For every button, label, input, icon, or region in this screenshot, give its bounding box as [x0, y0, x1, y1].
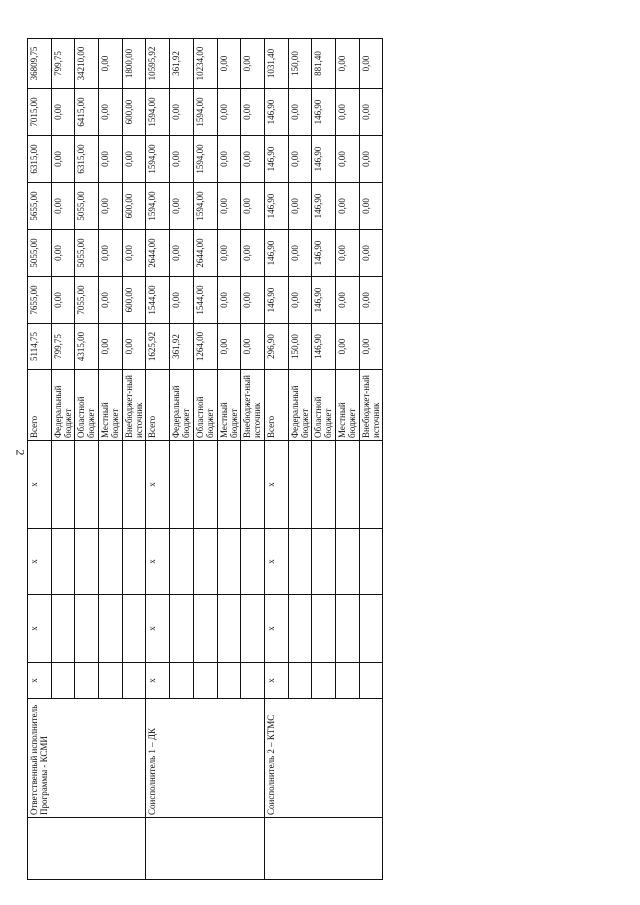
year-value-cell: 0,00: [241, 324, 265, 370]
empty-cell: [51, 441, 75, 529]
year-value-cell: 0,00: [288, 183, 312, 230]
total-value-cell: 881,40: [312, 39, 336, 89]
funding-source-label: Местный бюджет: [335, 370, 359, 441]
empty-cell: [241, 595, 265, 663]
year-value-cell: 0,00: [170, 183, 194, 230]
year-value-cell: 7015,00: [28, 89, 52, 136]
year-value-cell: 0,00: [359, 89, 383, 136]
empty-cell: [335, 663, 359, 699]
year-value-cell: 0,00: [359, 277, 383, 324]
empty-cell: [241, 663, 265, 699]
year-value-cell: 0,00: [170, 136, 194, 183]
empty-cell: [217, 529, 241, 595]
total-value-cell: 10595,92: [146, 39, 170, 89]
empty-cell: [170, 529, 194, 595]
funding-source-label: Внебюджет-ный источник: [241, 370, 265, 441]
table-row: [28, 39, 52, 880]
year-value-cell: 146,90: [264, 183, 288, 230]
empty-cell: [193, 441, 217, 529]
empty-cell: [122, 663, 146, 699]
year-value-cell: 146,90: [312, 324, 336, 370]
empty-cell: [312, 663, 336, 699]
year-value-cell: 146,90: [264, 136, 288, 183]
year-value-cell: 0,00: [51, 89, 75, 136]
year-value-cell: 4315,00: [75, 324, 99, 370]
empty-cell: [122, 595, 146, 663]
year-value-cell: 0,00: [99, 324, 123, 370]
mark-cell: x: [146, 441, 170, 529]
year-value-cell: 1594,00: [193, 89, 217, 136]
year-value-cell: 5114,75: [28, 324, 52, 370]
funding-source-label: Местный бюджет: [99, 370, 123, 441]
empty-cell: [217, 441, 241, 529]
empty-cell: [75, 529, 99, 595]
year-value-cell: 600,00: [122, 89, 146, 136]
funding-source-label: Федеральный бюджет: [288, 370, 312, 441]
year-value-cell: 0,00: [241, 89, 265, 136]
year-value-cell: 0,00: [335, 183, 359, 230]
funding-source-label: Всего: [28, 370, 52, 441]
funding-source-label: Федеральный бюджет: [51, 370, 75, 441]
year-value-cell: 0,00: [217, 277, 241, 324]
mark-cell: x: [28, 663, 52, 699]
empty-cell: [122, 529, 146, 595]
funding-source-label: Областной бюджет: [75, 370, 99, 441]
year-value-cell: 0,00: [170, 230, 194, 277]
mark-cell: x: [146, 529, 170, 595]
year-value-cell: 1544,00: [193, 277, 217, 324]
year-value-cell: 0,00: [335, 89, 359, 136]
year-value-cell: 0,00: [335, 324, 359, 370]
table-row: [146, 39, 170, 880]
year-value-cell: 1594,00: [146, 89, 170, 136]
year-value-cell: 1264,00: [193, 324, 217, 370]
funding-source-label: Областной бюджет: [193, 370, 217, 441]
year-value-cell: 0,00: [217, 230, 241, 277]
empty-cell: [241, 441, 265, 529]
year-value-cell: 0,00: [288, 230, 312, 277]
empty-cell: [359, 529, 383, 595]
year-value-cell: 0,00: [99, 89, 123, 136]
year-value-cell: 600,00: [122, 183, 146, 230]
empty-cell: [288, 441, 312, 529]
year-value-cell: 0,00: [359, 183, 383, 230]
total-value-cell: 0,00: [335, 39, 359, 89]
empty-cell: [359, 663, 383, 699]
empty-cell: [99, 529, 123, 595]
mark-cell: x: [146, 595, 170, 663]
empty-cell: [122, 441, 146, 529]
year-value-cell: 0,00: [335, 136, 359, 183]
year-value-cell: 0,00: [359, 230, 383, 277]
year-value-cell: 600,00: [122, 277, 146, 324]
empty-cell: [51, 529, 75, 595]
year-value-cell: 0,00: [99, 136, 123, 183]
year-value-cell: 5055,00: [75, 230, 99, 277]
year-value-cell: 7055,00: [75, 277, 99, 324]
empty-cell: [75, 595, 99, 663]
empty-cell: [288, 595, 312, 663]
total-value-cell: 150,00: [288, 39, 312, 89]
year-value-cell: 146,90: [264, 89, 288, 136]
empty-cell: [170, 595, 194, 663]
year-value-cell: 0,00: [217, 324, 241, 370]
year-value-cell: 0,00: [51, 230, 75, 277]
total-value-cell: 0,00: [241, 39, 265, 89]
mark-cell: x: [264, 441, 288, 529]
total-value-cell: 10234,00: [193, 39, 217, 89]
empty-cell: [193, 663, 217, 699]
year-value-cell: 0,00: [288, 277, 312, 324]
funding-source-label: Всего: [264, 370, 288, 441]
empty-cell: [75, 663, 99, 699]
total-value-cell: 0,00: [359, 39, 383, 89]
year-value-cell: 1625,92: [146, 324, 170, 370]
empty-cell: [75, 441, 99, 529]
empty-cell: [28, 818, 146, 880]
year-value-cell: 6315,00: [75, 136, 99, 183]
year-value-cell: 5055,00: [28, 230, 52, 277]
year-value-cell: 0,00: [217, 183, 241, 230]
year-value-cell: 0,00: [241, 230, 265, 277]
empty-cell: [51, 595, 75, 663]
mark-cell: x: [264, 595, 288, 663]
empty-cell: [170, 441, 194, 529]
year-value-cell: 0,00: [241, 136, 265, 183]
mark-cell: x: [28, 441, 52, 529]
mark-cell: x: [264, 663, 288, 699]
total-value-cell: 1031,40: [264, 39, 288, 89]
year-value-cell: 0,00: [99, 277, 123, 324]
empty-cell: [99, 663, 123, 699]
empty-cell: [99, 595, 123, 663]
year-value-cell: 0,00: [99, 183, 123, 230]
total-value-cell: 361,92: [170, 39, 194, 89]
year-value-cell: 5055,00: [75, 183, 99, 230]
funding-source-label: Местный бюджет: [217, 370, 241, 441]
year-value-cell: 1594,00: [146, 183, 170, 230]
empty-cell: [312, 441, 336, 529]
empty-cell: [146, 818, 264, 880]
year-value-cell: 2644,00: [146, 230, 170, 277]
empty-cell: [99, 441, 123, 529]
year-value-cell: 0,00: [51, 136, 75, 183]
year-value-cell: 1594,00: [193, 183, 217, 230]
empty-cell: [335, 529, 359, 595]
year-value-cell: 0,00: [122, 230, 146, 277]
year-value-cell: 0,00: [122, 136, 146, 183]
funding-source-label: Областной бюджет: [312, 370, 336, 441]
year-value-cell: 146,90: [264, 277, 288, 324]
empty-cell: [288, 529, 312, 595]
empty-cell: [241, 529, 265, 595]
mark-cell: x: [146, 663, 170, 699]
funding-source-label: Внебюджет-ный источник: [359, 370, 383, 441]
empty-cell: [359, 595, 383, 663]
funding-source-label: Внебюджет-ный источник: [122, 370, 146, 441]
year-value-cell: 0,00: [335, 277, 359, 324]
empty-cell: [264, 818, 382, 880]
year-value-cell: 0,00: [217, 89, 241, 136]
empty-cell: [217, 595, 241, 663]
year-value-cell: 361,92: [170, 324, 194, 370]
responsible-executor: Соисполнитель 1 – ДК: [146, 699, 264, 818]
funding-source-label: Всего: [146, 370, 170, 441]
year-value-cell: 0,00: [170, 89, 194, 136]
year-value-cell: 146,90: [312, 183, 336, 230]
total-value-cell: 34210,00: [75, 39, 99, 89]
year-value-cell: 0,00: [217, 136, 241, 183]
year-value-cell: 0,00: [170, 277, 194, 324]
year-value-cell: 150,00: [288, 324, 312, 370]
year-value-cell: 0,00: [288, 89, 312, 136]
responsible-executor: Соисполнитель 2 – КТМС: [264, 699, 382, 818]
empty-cell: [312, 595, 336, 663]
year-value-cell: 0,00: [122, 324, 146, 370]
year-value-cell: 146,90: [312, 277, 336, 324]
year-value-cell: 0,00: [359, 324, 383, 370]
total-value-cell: 0,00: [217, 39, 241, 89]
empty-cell: [170, 663, 194, 699]
empty-cell: [359, 441, 383, 529]
responsible-executor: Ответственный исполнитель Программы - КСМИ: [28, 699, 146, 818]
empty-cell: [193, 529, 217, 595]
year-value-cell: 146,90: [264, 230, 288, 277]
year-value-cell: 146,90: [312, 230, 336, 277]
empty-cell: [193, 595, 217, 663]
empty-cell: [217, 663, 241, 699]
year-value-cell: 0,00: [288, 136, 312, 183]
table-wrapper: [27, 46, 383, 880]
empty-cell: [335, 595, 359, 663]
year-value-cell: 296,90: [264, 324, 288, 370]
year-value-cell: 0,00: [99, 230, 123, 277]
year-value-cell: 0,00: [335, 230, 359, 277]
total-value-cell: 1800,00: [122, 39, 146, 89]
empty-cell: [312, 529, 336, 595]
table-row: [264, 39, 288, 880]
budget-table: [27, 38, 383, 880]
year-value-cell: 0,00: [359, 136, 383, 183]
year-value-cell: 146,90: [312, 89, 336, 136]
empty-cell: [288, 663, 312, 699]
year-value-cell: 1594,00: [146, 136, 170, 183]
year-value-cell: 5655,00: [28, 183, 52, 230]
year-value-cell: 7655,00: [28, 277, 52, 324]
mark-cell: x: [264, 529, 288, 595]
total-value-cell: 36809,75: [28, 39, 52, 89]
funding-source-label: Федеральный бюджет: [170, 370, 194, 441]
mark-cell: x: [28, 529, 52, 595]
year-value-cell: 146,90: [312, 136, 336, 183]
rotated-table-container: [27, 46, 383, 880]
table-body: [28, 39, 383, 880]
year-value-cell: 6415,00: [75, 89, 99, 136]
page-number: 2: [13, 449, 28, 456]
year-value-cell: 0,00: [51, 183, 75, 230]
total-value-cell: 0,00: [99, 39, 123, 89]
year-value-cell: 2644,00: [193, 230, 217, 277]
year-value-cell: 0,00: [241, 183, 265, 230]
year-value-cell: 0,00: [241, 277, 265, 324]
mark-cell: x: [28, 595, 52, 663]
total-value-cell: 799,75: [51, 39, 75, 89]
empty-cell: [335, 441, 359, 529]
year-value-cell: 6315,00: [28, 136, 52, 183]
empty-cell: [51, 663, 75, 699]
year-value-cell: 799,75: [51, 324, 75, 370]
year-value-cell: 1594,00: [193, 136, 217, 183]
year-value-cell: 1544,00: [146, 277, 170, 324]
year-value-cell: 0,00: [51, 277, 75, 324]
